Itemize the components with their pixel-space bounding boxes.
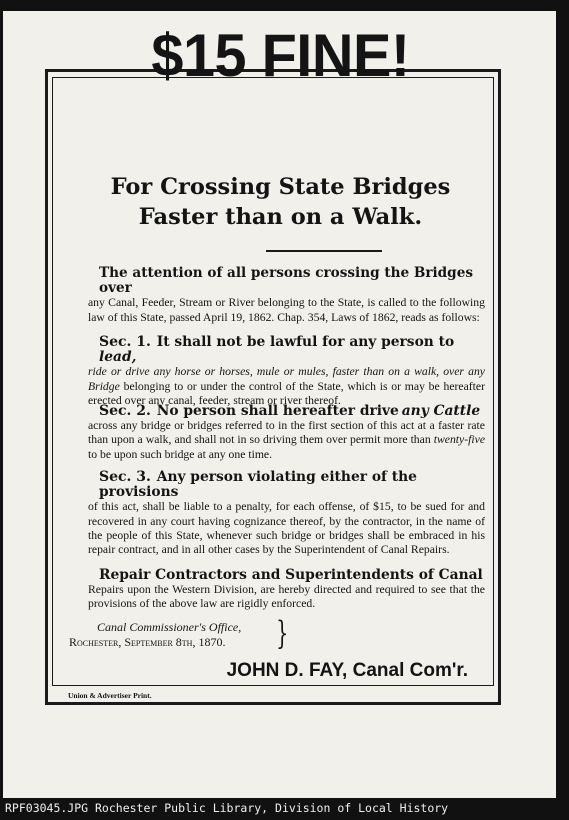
closing-body: Repairs upon the Western Division, are hereby directed and required to see that the provisions of the above law are rigidly enforced.: [88, 583, 485, 611]
archive-caption: RPF03045.JPG Rochester Public Library, Division of Local History: [5, 801, 449, 815]
closing-lead: Repair Contractors and Superintendents of Canal: [99, 567, 483, 583]
office-line: Canal Commissioner's Office,: [97, 620, 242, 634]
subtitle-line-1: For Crossing State Bridges: [110, 174, 451, 200]
section-1-number: Sec. 1.: [99, 334, 151, 350]
intro-lead: The attention of all persons crossing the Bridges over: [99, 265, 473, 297]
section-2-lead-italic: any Cattle: [401, 403, 481, 419]
intro-body: any Canal, Feeder, Stream or River belonging to the State, is called to the following law of this State, passed April 19, 1862. Chap. 354, Laws of 1862, reads as follows:: [88, 296, 485, 324]
section-1-italic: ride or drive any horse or horses, mule or mules, faster than on a walk, over any Bridge: [88, 365, 485, 393]
headline: $15 FINE!: [151, 22, 410, 89]
signer-name: JOHN D. FAY, Canal Com'r.: [226, 660, 468, 681]
printer-imprint: Union & Advertiser Print.: [68, 691, 152, 700]
signature-block: [69, 620, 357, 650]
section-2-body-end: to be upon such bridge at any one time.: [88, 447, 273, 461]
section-2-body: across any bridge or bridges referred to in the first section of this act at a faster rate than upon a walk, and shall not in so driving them over permit more than: [88, 419, 485, 447]
section-2-number: Sec. 2.: [99, 403, 151, 419]
intro-paragraph: [88, 266, 485, 325]
section-1-body: belonging to or under the control of the State, which is or may be hereafter erected over any canal, feeder, stream or river thereof.: [88, 379, 486, 407]
section-2: [88, 404, 485, 462]
divider-rule: [266, 250, 382, 252]
closing-paragraph: [88, 568, 485, 612]
subtitle-line-2: Faster than on a Walk.: [138, 204, 423, 230]
section-3: [88, 470, 485, 557]
signature-brace: }: [276, 614, 289, 652]
section-3-lead: Any person violating either of the provisions: [99, 469, 417, 501]
section-2-body-italic: twenty-five: [433, 433, 486, 447]
section-1: [88, 335, 485, 408]
section-1-lead-italic: lead,: [99, 349, 137, 366]
place-date-line: Rochester, September 8th, 1870.: [69, 635, 226, 649]
section-3-body: of this act, shall be liable to a penalty, for each offense, of $15, to be sued for and recovered in any court having cognizance thereof, by the contractor, in the name of the people of this State, whenever such bridge or bridges shall be embraced in his repair contract, and in all other cases by the Superintendent of Canal Repairs.: [88, 500, 485, 557]
section-1-lead: It shall not be lawful for any person to: [156, 334, 455, 350]
section-3-number: Sec. 3.: [99, 469, 151, 485]
section-2-lead: No person shall hereafter drive: [156, 403, 399, 419]
